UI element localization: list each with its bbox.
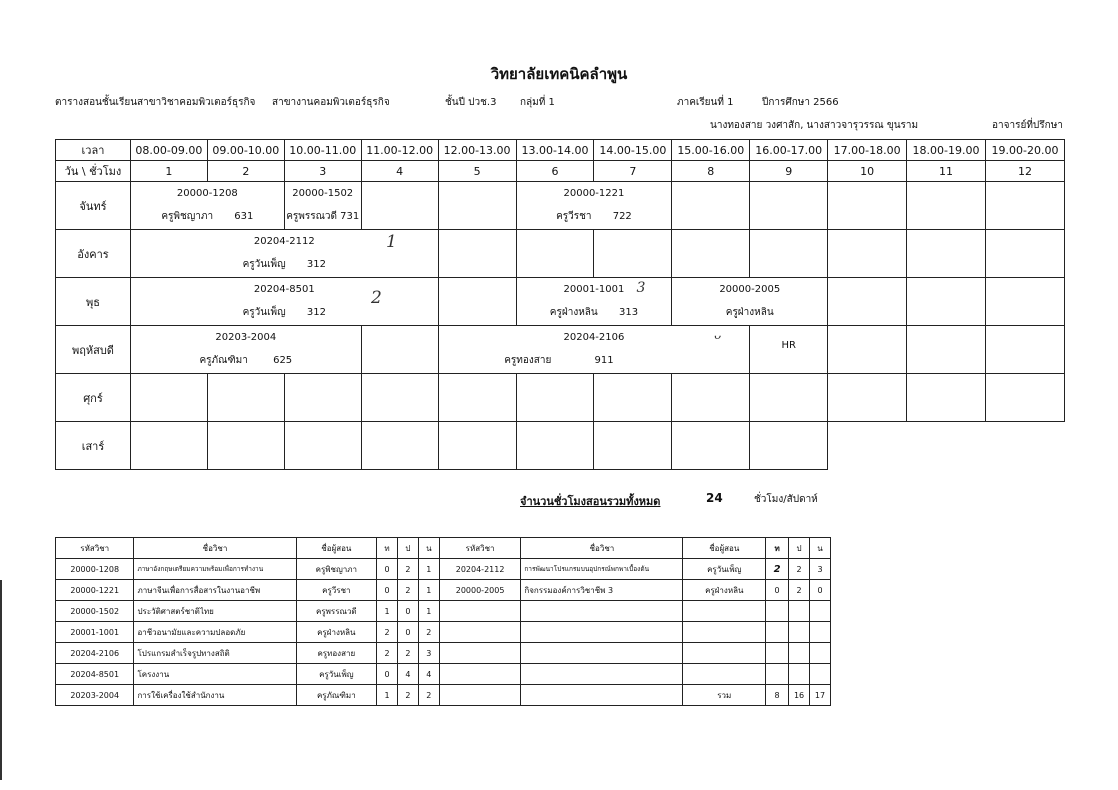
day-row-tuesday [56,230,1065,278]
theory-hours: 0 [377,580,398,601]
day-label: พุธ [56,278,131,326]
empty-slot [438,182,516,230]
teacher: ครูฝ่างหลิน [725,307,774,318]
advisor-label: อาจารย์ที่ปรึกษา [992,120,1063,131]
day-label: พฤหัสบดี [56,326,131,374]
subject-teacher: ครูพรรณวดี [296,601,377,622]
teacher-room [131,305,438,320]
course-code: 20000-1502 [292,188,354,199]
handwritten-mark: ᴗ [713,328,721,342]
time-slot: 18.00-19.00 [907,140,986,161]
subject-header-row [56,538,831,559]
time-row [56,140,1065,161]
empty-cell [683,601,766,622]
empty-cell [439,685,521,706]
empty-cell [521,664,683,685]
homeroom-label: HR [781,340,796,351]
empty-slot [828,182,907,230]
time-slot: 12.00-13.00 [438,140,516,161]
empty-slot [750,422,828,470]
empty-cell [521,643,683,664]
handwritten-mark: 2 [370,288,382,308]
day-row-monday [56,182,1065,230]
empty-slot [207,422,284,470]
teacher-room [517,209,672,224]
empty-cell [683,664,766,685]
col-header: รหัสวิชา [56,538,134,559]
subject-teacher: ครูวันเพ็ญ [683,559,766,580]
period-number: 12 [985,161,1064,182]
class-block [438,326,750,374]
semester: ภาคเรียนที่ 1 [677,97,734,108]
subject-name: โปรแกรมสำเร็จรูปทางสถิติ [134,643,296,664]
theory-hours: 0 [766,580,789,601]
schedule-label: ตารางสอนชั้นเรียนสาขาวิชาคอมพิวเตอร์ธุรกิจ [55,97,256,108]
subject-teacher: ครูวีรชา [296,580,377,601]
empty-slot [594,374,672,422]
subject-name: อาชีวอนามัยและความปลอดภัย [134,622,296,643]
course-code: 20204-2106 [563,332,625,343]
empty-slot [907,230,986,278]
empty-cell [810,601,831,622]
subject-name: โครงงาน [134,664,296,685]
empty-cell [789,643,810,664]
class-group: กลุ่มที่ 1 [520,97,555,108]
theory-hours: 2 [766,559,789,580]
class-block [130,182,284,230]
time-slot: 19.00-20.00 [985,140,1064,161]
class-block [672,278,828,326]
class-block [284,182,361,230]
time-slot: 13.00-14.00 [516,140,594,161]
col-header: น [418,538,439,559]
course-code: 20000-2005 [719,284,781,295]
class-block [516,278,672,326]
total-hours-label: จำนวนชั่วโมงสอนรวมทั้งหมด [520,495,661,508]
empty-cell [810,664,831,685]
subject-name: การพัฒนาโปรแกรมบนอุปกรณ์พกพาเบื้องต้น [521,559,683,580]
subject-name: ภาษาจีนเพื่อการสื่อสารในงานอาชีพ [134,580,296,601]
empty-slot [516,422,594,470]
period-number: 7 [594,161,672,182]
theory-hours: 1 [377,601,398,622]
period-number: 10 [828,161,907,182]
teacher: ครูวีรชา [556,211,592,222]
schedule-table [55,139,1065,470]
col-header: ท [766,538,789,559]
teacher-room [131,353,361,368]
practice-hours: 2 [397,580,418,601]
empty-slot [828,230,907,278]
empty-cell [683,622,766,643]
empty-slot [828,374,907,422]
time-slot: 17.00-18.00 [828,140,907,161]
subject-name: กิจกรรมองค์การวิชาชีพ 3 [521,580,683,601]
empty-cell [789,601,810,622]
teacher: ครูวันเพ็ญ [242,307,286,318]
subject-name: การใช้เครื่องใช้สำนักงาน [134,685,296,706]
col-header: ป [789,538,810,559]
college-title: วิทยาลัยเทคนิคลำพูน [490,65,628,83]
practice-hours: 2 [397,643,418,664]
subject-teacher: ครูภัณฑิมา [296,685,377,706]
empty-slot [985,230,1064,278]
period-label: วัน \ ชั่วโมง [56,161,131,182]
empty-slot [361,182,438,230]
sum-label: รวม [683,685,766,706]
empty-cell [439,643,521,664]
room: 911 [594,355,614,366]
empty-cell [683,643,766,664]
time-slot: 10.00-11.00 [284,140,361,161]
empty-slot [828,278,907,326]
room: 631 [234,211,254,222]
subject-code: 20204-8501 [56,664,134,685]
credits: 3 [418,643,439,664]
theory-hours: 2 [377,622,398,643]
time-slot: 08.00-09.00 [130,140,207,161]
subject-teacher: ครูฝ่างหลิน [683,580,766,601]
class-block [516,182,672,230]
subject-teacher: ครูวันเพ็ญ [296,664,377,685]
day-row-saturday [56,422,1065,470]
scan-edge-line [0,580,2,780]
empty-cell [521,622,683,643]
practice-hours: 2 [397,559,418,580]
empty-cell [439,622,521,643]
teacher-room [369,353,750,368]
empty-cell [766,643,789,664]
credits: 3 [810,559,831,580]
class-block [130,278,438,326]
day-label: อังคาร [56,230,131,278]
class-level: ชั้นปี ปวช.3 [445,97,497,108]
academic-year: ปีการศึกษา 2566 [762,97,839,108]
period-number: 1 [130,161,207,182]
theory-hours: 0 [377,559,398,580]
period-number: 4 [361,161,438,182]
subject-code: 20000-1221 [56,580,134,601]
total-hours-value: 24 [706,491,723,505]
course-code: 20203-2004 [215,332,277,343]
time-slot: 15.00-16.00 [672,140,750,161]
empty-slot [672,182,750,230]
empty-slot [284,422,361,470]
time-slot: 14.00-15.00 [594,140,672,161]
subject-row [56,580,831,601]
credits: 1 [418,580,439,601]
empty-cell [521,601,683,622]
col-header: ชื่อผู้สอน [683,538,766,559]
theory-hours: 1 [377,685,398,706]
teacher: ครูทองสาย [504,355,552,366]
empty-cell [810,622,831,643]
room: 625 [273,355,293,366]
teacher: ครูพิชญาภา [161,211,214,222]
empty-slot [985,326,1064,374]
period-number: 8 [672,161,750,182]
course-code: 20204-2112 [253,236,315,247]
department: สาขางานคอมพิวเตอร์ธุรกิจ [272,97,390,108]
empty-slot [516,230,594,278]
subject-code: 20203-2004 [56,685,134,706]
theory-hours: 2 [377,643,398,664]
empty-slot [594,422,672,470]
teacher: ครูฝ่างหลิน [549,307,598,318]
empty-cell [766,622,789,643]
teacher: ครูภัณฑิมา [199,355,248,366]
subject-code: 20000-1208 [56,559,134,580]
empty-cell [810,643,831,664]
empty-cell [766,664,789,685]
time-slot: 11.00-12.00 [361,140,438,161]
period-row [56,161,1065,182]
time-slot: 09.00-10.00 [207,140,284,161]
subject-row [56,559,831,580]
practice-hours: 4 [397,664,418,685]
day-row-thursday [56,326,1065,374]
practice-hours: 2 [789,580,810,601]
empty-slot [672,374,750,422]
course-code: 20204-8501 [253,284,315,295]
practice-hours: 0 [397,622,418,643]
credits: 1 [418,559,439,580]
empty-slot [985,278,1064,326]
empty-slot [907,374,986,422]
subject-row [56,643,831,664]
subject-code: 20000-1502 [56,601,134,622]
blank [828,422,907,470]
handwritten-mark: 3 [636,280,646,296]
empty-cell [521,685,683,706]
practice-hours: 2 [397,685,418,706]
empty-slot [438,374,516,422]
teacher: ครูวันเพ็ญ [242,259,286,270]
time-slot: 16.00-17.00 [750,140,828,161]
subject-code: 20204-2106 [56,643,134,664]
empty-slot [361,374,438,422]
period-number: 6 [516,161,594,182]
period-number: 9 [750,161,828,182]
subject-teacher: ครูพิชญาภา [296,559,377,580]
subject-table [55,537,831,706]
empty-slot [438,230,516,278]
class-block [750,326,828,374]
day-label: เสาร์ [56,422,131,470]
room: 722 [612,211,632,222]
empty-slot [907,278,986,326]
empty-cell [439,601,521,622]
empty-slot [750,230,828,278]
subject-code: 20001-1001 [56,622,134,643]
sum-credits: 17 [810,685,831,706]
room: 312 [306,259,326,270]
col-header: รหัสวิชา [439,538,521,559]
empty-slot [438,278,516,326]
empty-slot [750,374,828,422]
teacher-room [517,305,672,320]
credits: 2 [418,685,439,706]
subject-row [56,664,831,685]
empty-slot [361,422,438,470]
empty-slot [130,422,207,470]
empty-slot [828,326,907,374]
empty-slot [672,230,750,278]
empty-slot [284,374,361,422]
credits: 4 [418,664,439,685]
blank [985,422,1064,470]
class-block [130,230,438,278]
empty-slot [130,374,207,422]
subject-teacher: ครูฝ่างหลิน [296,622,377,643]
course-code: 20000-1221 [563,188,625,199]
col-header: ชื่อวิชา [521,538,683,559]
empty-slot [672,422,750,470]
subject-row [56,601,831,622]
course-code: 20000-1208 [176,188,238,199]
period-number: 2 [207,161,284,182]
empty-slot [516,374,594,422]
teacher-room [131,209,284,224]
room: 312 [306,307,326,318]
col-header: ชื่อผู้สอน [296,538,377,559]
empty-slot [594,230,672,278]
empty-slot [907,326,986,374]
practice-hours: 0 [397,601,418,622]
subject-code: 20204-2112 [439,559,521,580]
empty-slot [207,374,284,422]
period-number: 3 [284,161,361,182]
advisor-names: นางทองสาย วงศาสัก, นางสาวจารุวรรณ ขุนราม [710,120,919,131]
day-label: จันทร์ [56,182,131,230]
subject-row [56,622,831,643]
handwritten-mark: 1 [385,232,397,252]
subject-name: ภาษาอังกฤษเตรียมความพร้อมเพื่อการทำงาน [134,559,296,580]
col-header: ชื่อวิชา [134,538,296,559]
room: 313 [618,307,639,318]
empty-slot [438,422,516,470]
theory-hours: 0 [377,664,398,685]
empty-slot [907,182,986,230]
sum-theory: 8 [766,685,789,706]
subject-row [56,685,831,706]
class-block [130,326,361,374]
sum-practice: 16 [789,685,810,706]
teacher-room [131,257,438,272]
empty-cell [439,664,521,685]
course-code: 20001-1001 [563,284,625,295]
period-number: 11 [907,161,986,182]
day-row-wednesday [56,278,1065,326]
col-header: น [810,538,831,559]
blank [907,422,986,470]
subject-code: 20000-2005 [439,580,521,601]
credits: 1 [418,601,439,622]
total-hours-unit: ชั่วโมง/สัปดาห์ [754,494,818,505]
empty-cell [789,622,810,643]
period-number: 5 [438,161,516,182]
day-row-friday [56,374,1065,422]
empty-cell [789,664,810,685]
empty-cell [766,601,789,622]
empty-slot [750,182,828,230]
subject-teacher: ครูทองสาย [296,643,377,664]
day-label: ศุกร์ [56,374,131,422]
time-label: เวลา [56,140,131,161]
col-header: ท [377,538,398,559]
col-header: ป [397,538,418,559]
credits: 2 [418,622,439,643]
teacher: ครูพรรณวดี 731 [286,211,360,222]
subject-name: ประวัติศาสตร์ชาติไทย [134,601,296,622]
credits: 0 [810,580,831,601]
practice-hours: 2 [789,559,810,580]
empty-slot [985,182,1064,230]
empty-slot [985,374,1064,422]
